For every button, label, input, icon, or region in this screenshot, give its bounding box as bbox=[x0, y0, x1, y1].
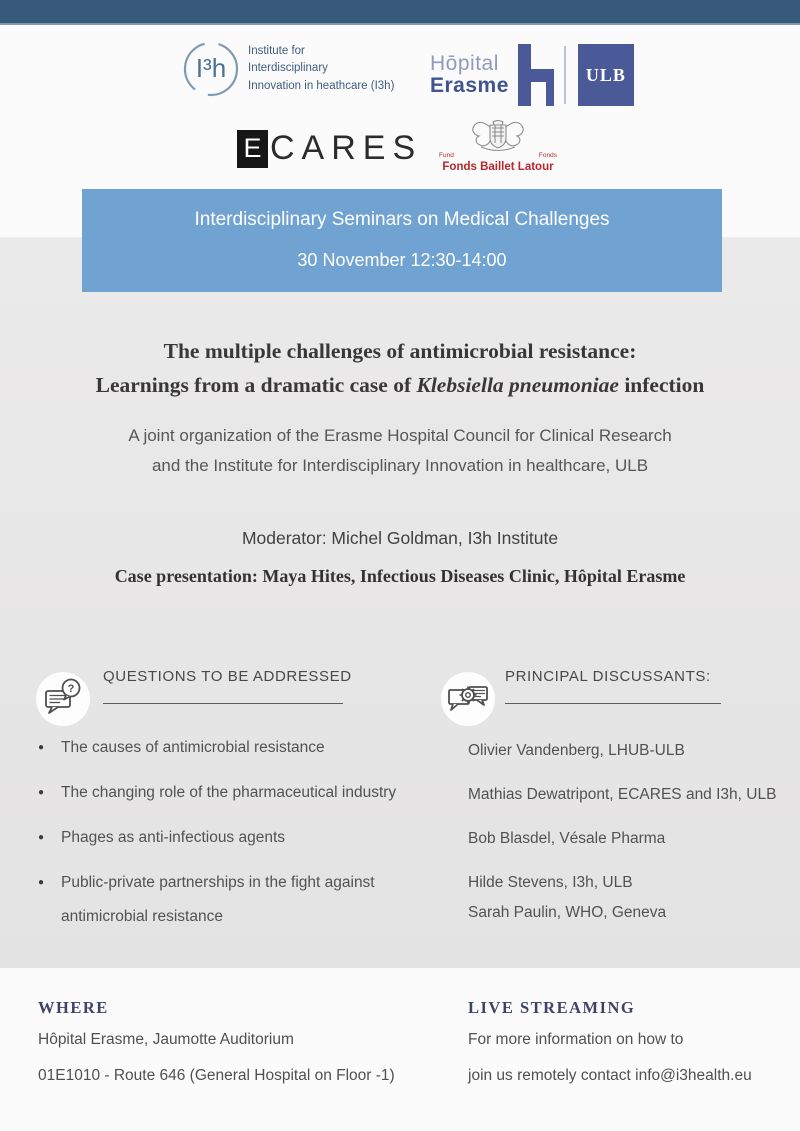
case-presentation-line: Case presentation: Maya Hites, Infectious Diseases Clinic, Hôpital Erasme bbox=[114, 566, 686, 586]
seminar-banner bbox=[82, 189, 722, 292]
organization-note: A joint organization of the Erasme Hospital Council for Clinical Research and the Institute for Interdisciplinary Innovation in healthcare, ULB bbox=[128, 426, 672, 475]
discussant-item: Mathias Dewatripont, ECARES and I3h, ULB bbox=[468, 786, 777, 803]
discussant-item: Sarah Paulin, WHO, Geneva bbox=[468, 904, 667, 921]
where-heading: WHERE bbox=[38, 998, 109, 1017]
fonds-baillet-latour-logo bbox=[437, 119, 559, 173]
top-bar bbox=[0, 0, 800, 25]
hopital-erasme-wordmark: Hōpital Erasme bbox=[430, 51, 509, 97]
question-item: ● The changing role of the pharmaceutical industry bbox=[38, 776, 430, 810]
questions-list bbox=[38, 731, 430, 945]
streaming-info-line1: For more information on how to bbox=[468, 1031, 684, 1048]
ecares-e-box: E bbox=[237, 130, 268, 168]
discussant-item: Olivier Vandenberg, LHUB-ULB bbox=[468, 742, 685, 759]
question-item: ● The causes of antimicrobial resistance bbox=[38, 731, 430, 765]
ecares-logo: E CARES bbox=[237, 129, 422, 168]
seminar-title bbox=[0, 334, 800, 402]
questions-rule bbox=[103, 703, 343, 704]
baillet-name: Fonds Baillet Latour bbox=[442, 161, 554, 173]
question-item: ● Phages as anti-infectious agents bbox=[38, 821, 430, 855]
discussants-rule bbox=[505, 703, 721, 704]
logo-divider bbox=[564, 46, 566, 104]
question-item: ● Public-private partnerships in the fight against antimicrobial resistance bbox=[38, 866, 430, 934]
i3h-monogram: I³h bbox=[195, 52, 227, 83]
title-line1: The multiple challenges of antimicrobial resistance: bbox=[163, 339, 637, 363]
erasme-h-icon bbox=[518, 44, 554, 106]
hopital-erasme-logo bbox=[430, 44, 634, 106]
moderator-line: Moderator: Michel Goldman, I3h Institute bbox=[241, 528, 559, 548]
baillet-crest-icon bbox=[437, 119, 559, 152]
i3h-logo-text: Institute for Interdisciplinary Innovation in heathcare (I3h) bbox=[248, 45, 395, 92]
banner-series-title: Interdisciplinary Seminars on Medical Challenges bbox=[194, 209, 610, 230]
discussant-item: Hilde Stevens, I3h, ULB bbox=[468, 874, 633, 891]
baillet-small-words: Fund Fonds bbox=[439, 152, 557, 159]
title-italic-species: Klebsiella pneumoniae bbox=[416, 373, 619, 397]
i3h-circle-icon bbox=[182, 40, 240, 98]
discussants-heading: PRINCIPAL DISCUSSANTS: bbox=[505, 668, 711, 685]
where-room: 01E1010 - Route 646 (General Hospital on Floor -1) bbox=[38, 1067, 395, 1084]
discussants-list bbox=[468, 736, 788, 942]
svg-text:?: ? bbox=[67, 683, 75, 695]
where-venue: Hôpital Erasme, Jaumotte Auditorium bbox=[38, 1031, 294, 1048]
chat-question-icon bbox=[36, 672, 90, 726]
ulb-logo: ULB bbox=[578, 44, 634, 106]
banner-date-time: 30 November 12:30-14:00 bbox=[297, 250, 507, 270]
discussant-item: Bob Blasdel, Vésale Pharma bbox=[468, 830, 666, 847]
i3h-logo bbox=[182, 40, 394, 98]
streaming-info-line2: join us remotely contact info@i3health.eu bbox=[468, 1067, 752, 1084]
title-line2: Learnings from a dramatic case of Klebsiella pneumoniae infection bbox=[95, 373, 705, 397]
chat-gear-icon bbox=[441, 672, 495, 726]
live-streaming-heading: LIVE STREAMING bbox=[468, 998, 636, 1017]
questions-heading: QUESTIONS TO BE ADDRESSED bbox=[103, 668, 352, 685]
